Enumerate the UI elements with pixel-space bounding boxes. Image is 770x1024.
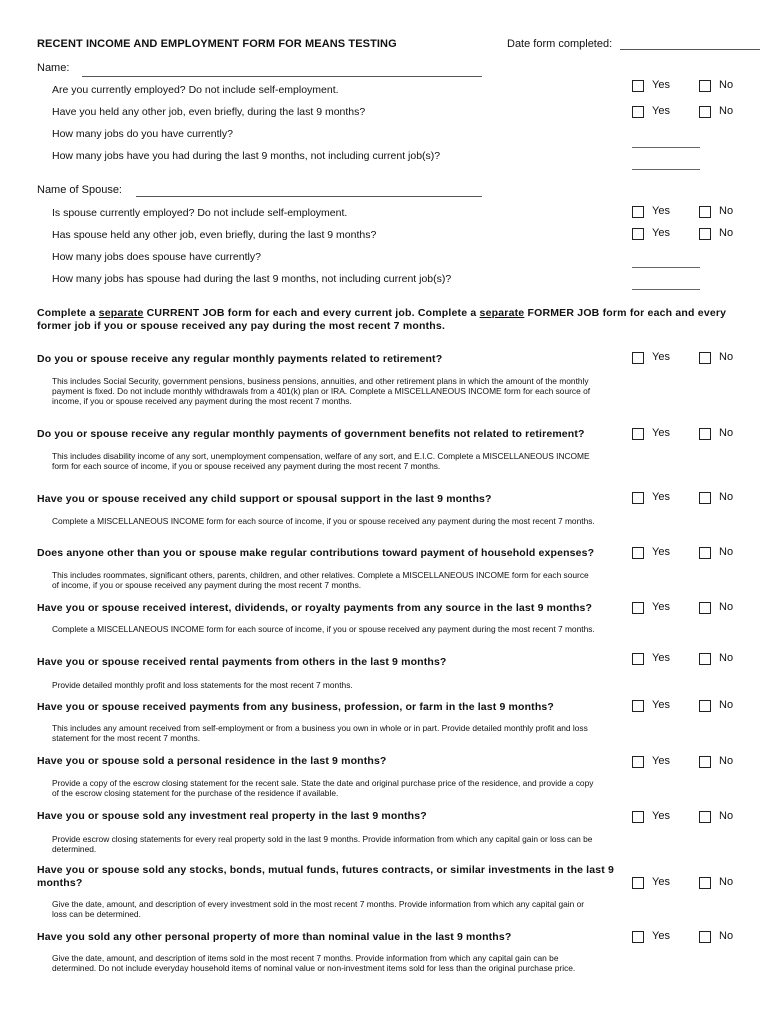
instruction-emphasis: separate (98, 307, 144, 319)
note-interest-dividends: Complete a MISCELLANEOUS INCOME form for each source of income, if you or spouse received any payment during the most recent 7 months. (52, 624, 595, 634)
yes-checkbox-government-benefits[interactable] (632, 428, 644, 440)
note-stocks-bonds: Give the date, amount, and description of every investment sold in the most recent 7 months. Provide information from which any capital gain or loss can be determined. (52, 899, 585, 919)
form-title: RECENT INCOME AND EMPLOYMENT FORM FOR MEANS TESTING (37, 38, 397, 50)
q-jobs-current: How many jobs do you have currently? (52, 128, 233, 140)
no-checkbox-other-job[interactable] (699, 106, 711, 118)
jobs-past-field[interactable] (632, 169, 700, 170)
spouse-name-field[interactable] (136, 196, 482, 197)
no-label: No (719, 930, 734, 942)
yes-label: Yes (652, 351, 670, 363)
no-checkbox-spouse-employed[interactable] (699, 206, 711, 218)
yes-label: Yes (652, 205, 670, 217)
instruction-emphasis: separate (479, 307, 525, 319)
q-child-spousal-support: Have you or spouse received any child support or spousal support in the last 9 months? (37, 493, 492, 505)
note-rental-payments: Provide detailed monthly profit and loss statements for the most recent 7 months. (52, 680, 353, 690)
yes-label: Yes (652, 601, 670, 613)
yes-label: Yes (652, 105, 670, 117)
yes-checkbox-retirement-payments[interactable] (632, 352, 644, 364)
job-form-instruction (37, 307, 737, 333)
q-jobs-past: How many jobs have you had during the last 9 months, not including current job(s)? (52, 150, 441, 162)
no-checkbox-investment-real-property[interactable] (699, 811, 711, 823)
no-checkbox-rental-payments[interactable] (699, 653, 711, 665)
yes-label: Yes (652, 699, 670, 711)
instruction-text: Complete a (37, 307, 99, 319)
note-retirement-payments: This includes Social Security, government pensions, business pensions, annuities, and other retirement plans in which the amount of the monthly payment is fixed. Do not include monthly withdrawals from a 401(k) plan or IRA. Complete a MISCELLANEOUS INCOME form for each source of income, if you or spouse received any payment during the most recent 7 months. (52, 376, 591, 406)
note-government-benefits: This includes disability income of any sort, unemployment compensation, welfare of any sort, and E.I.C. Complete a MISCELLANEOUS INCOME form for each source of income, if you or spouse received any payment during the most recent 7 months. (52, 451, 590, 471)
note-household-contributions: This includes roommates, significant others, parents, children, and other relatives. Complete a MISCELLANEOUS INCOME form for each source of income, if you or spouse received any payment during the most recent 7 months. (52, 570, 589, 590)
yes-label: Yes (652, 79, 670, 91)
yes-label: Yes (652, 810, 670, 822)
yes-checkbox-other-job[interactable] (632, 106, 644, 118)
no-checkbox-household-contributions[interactable] (699, 547, 711, 559)
q-spouse-employed: Is spouse currently employed? Do not include self-employment. (52, 207, 348, 219)
no-label: No (719, 601, 734, 613)
q-other-personal-property: Have you sold any other personal property of more than nominal value in the last 9 months? (37, 931, 512, 943)
yes-label: Yes (652, 876, 670, 888)
no-checkbox-personal-residence[interactable] (699, 756, 711, 768)
no-checkbox-government-benefits[interactable] (699, 428, 711, 440)
yes-checkbox-household-contributions[interactable] (632, 547, 644, 559)
q-personal-residence: Have you or spouse sold a personal residence in the last 9 months? (37, 755, 387, 767)
no-label: No (719, 810, 734, 822)
yes-label: Yes (652, 491, 670, 503)
yes-checkbox-other-personal-property[interactable] (632, 931, 644, 943)
note-business-payments: This includes any amount received from self-employment or from a business you own in whole or in part. Provide detailed monthly profit and loss statement for the most recent 7 months. (52, 723, 588, 743)
yes-checkbox-business-payments[interactable] (632, 700, 644, 712)
date-completed-label: Date form completed: (507, 38, 613, 50)
q-spouse-jobs-current: How many jobs does spouse have currently? (52, 251, 261, 263)
yes-label: Yes (652, 755, 670, 767)
no-label: No (719, 427, 734, 439)
no-label: No (719, 876, 734, 888)
no-label: No (719, 755, 734, 767)
yes-checkbox-personal-residence[interactable] (632, 756, 644, 768)
q-business-payments: Have you or spouse received payments from any business, profession, or farm in the last 9 months? (37, 701, 554, 713)
date-completed-field[interactable] (620, 49, 760, 50)
spouse-jobs-past-field[interactable] (632, 289, 700, 290)
q-retirement-payments: Do you or spouse receive any regular monthly payments related to retirement? (37, 353, 443, 365)
no-label: No (719, 546, 734, 558)
note-personal-residence: Provide a copy of the escrow closing statement for the recent sale. State the date and original purchase price of the residence, and provide a copy of the escrow closing statement for the purchase of the residence if available. (52, 778, 594, 798)
no-label: No (719, 79, 734, 91)
no-checkbox-other-personal-property[interactable] (699, 931, 711, 943)
yes-label: Yes (652, 427, 670, 439)
yes-checkbox-currently-employed[interactable] (632, 80, 644, 92)
q-stocks-bonds: Have you or spouse sold any stocks, bonds, mutual funds, futures contracts, or similar investments in the last 9 months? (37, 864, 614, 889)
no-label: No (719, 491, 734, 503)
note-other-personal-property: Give the date, amount, and description of items sold in the most recent 7 months. Provide information from which any capital gain can be determined. Do not include everyday household items of nominal value or non-investment items sold for less than the original purchase price. (52, 953, 576, 973)
spouse-name-label: Name of Spouse: (37, 184, 122, 196)
no-checkbox-currently-employed[interactable] (699, 80, 711, 92)
instruction-text: CURRENT JOB form for each and every current job. Complete a (143, 307, 480, 319)
no-checkbox-retirement-payments[interactable] (699, 352, 711, 364)
yes-checkbox-stocks-bonds[interactable] (632, 877, 644, 889)
no-checkbox-child-spousal-support[interactable] (699, 492, 711, 504)
yes-label: Yes (652, 227, 670, 239)
yes-checkbox-spouse-employed[interactable] (632, 206, 644, 218)
yes-checkbox-child-spousal-support[interactable] (632, 492, 644, 504)
jobs-current-field[interactable] (632, 147, 700, 148)
no-label: No (719, 227, 734, 239)
q-spouse-jobs-past: How many jobs has spouse had during the last 9 months, not including current job(s)? (52, 273, 452, 285)
q-other-job: Have you held any other job, even briefly, during the last 9 months? (52, 106, 366, 118)
name-field[interactable] (82, 76, 482, 77)
no-checkbox-interest-dividends[interactable] (699, 602, 711, 614)
yes-checkbox-investment-real-property[interactable] (632, 811, 644, 823)
yes-checkbox-rental-payments[interactable] (632, 653, 644, 665)
q-spouse-other-job: Has spouse held any other job, even briefly, during the last 9 months? (52, 229, 377, 241)
q-rental-payments: Have you or spouse received rental payments from others in the last 9 months? (37, 656, 447, 668)
no-label: No (719, 699, 734, 711)
q-currently-employed: Are you currently employed? Do not include self-employment. (52, 84, 339, 96)
instruction-text: FORMER JOB form for each and every former job if you or spouse received any pay during the most recent 7 months. (37, 307, 727, 332)
q-interest-dividends: Have you or spouse received interest, dividends, or royalty payments from any source in the last 9 months? (37, 602, 593, 614)
name-label: Name: (37, 62, 70, 74)
no-checkbox-stocks-bonds[interactable] (699, 877, 711, 889)
no-label: No (719, 105, 734, 117)
no-label: No (719, 652, 734, 664)
no-checkbox-spouse-other-job[interactable] (699, 228, 711, 240)
q-household-contributions: Does anyone other than you or spouse make regular contributions toward payment of household expenses? (37, 547, 595, 559)
yes-label: Yes (652, 652, 670, 664)
spouse-jobs-current-field[interactable] (632, 267, 700, 268)
yes-checkbox-interest-dividends[interactable] (632, 602, 644, 614)
yes-label: Yes (652, 930, 670, 942)
no-label: No (719, 205, 734, 217)
note-investment-real-property: Provide escrow closing statements for every real property sold in the last 9 months. Provide information from which any capital gain or loss can be determined. (52, 834, 593, 854)
no-label: No (719, 351, 734, 363)
yes-checkbox-spouse-other-job[interactable] (632, 228, 644, 240)
note-child-spousal-support: Complete a MISCELLANEOUS INCOME form for each source of income, if you or spouse received any payment during the most recent 7 months. (52, 516, 595, 526)
q-government-benefits: Do you or spouse receive any regular monthly payments of government benefits not related to retirement? (37, 428, 585, 440)
no-checkbox-business-payments[interactable] (699, 700, 711, 712)
yes-label: Yes (652, 546, 670, 558)
q-investment-real-property: Have you or spouse sold any investment real property in the last 9 months? (37, 810, 427, 822)
